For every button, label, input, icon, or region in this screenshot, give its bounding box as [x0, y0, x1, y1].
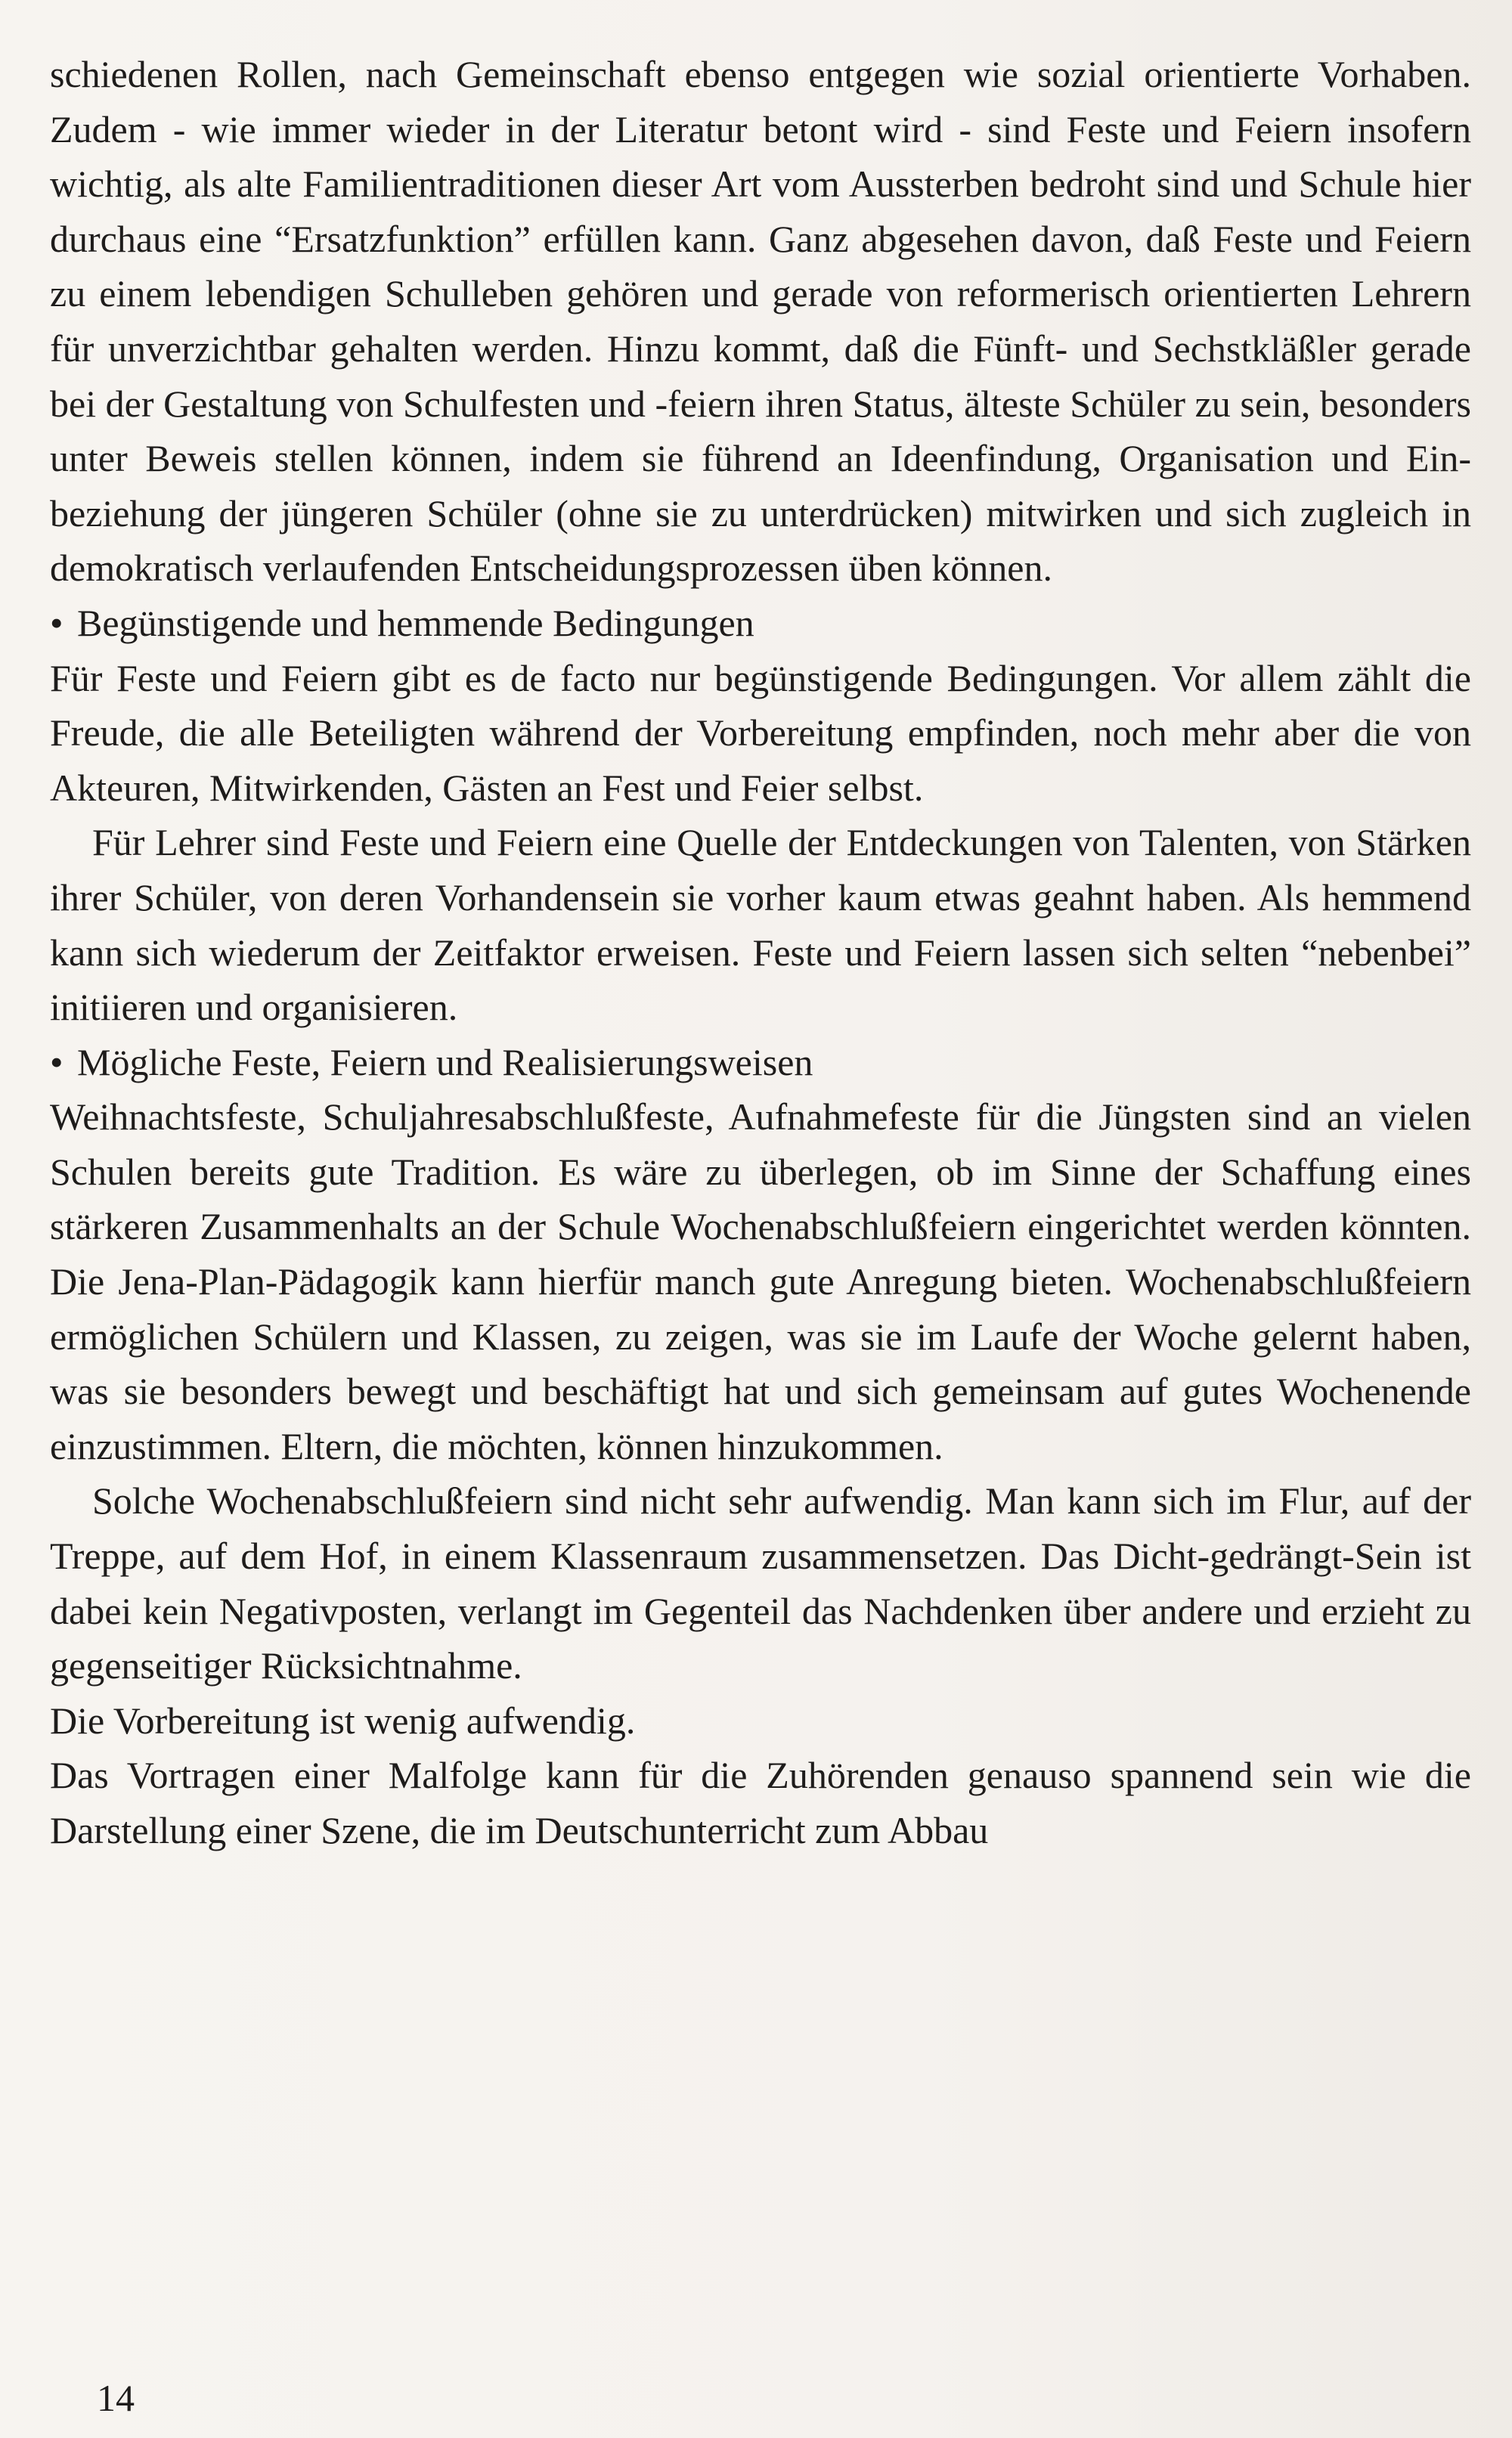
- paragraph-beguenstigende-bedingungen: Für Feste und Feiern gibt es de facto nur begünstigende Bedingungen. Vor allem zählt die Freude, die alle Beteiligten während der Vorbereitung empfinden, noch mehr aber die von Akteuren, Mitwirkenden, Gästen an Fest und Feier selbst.: [50, 656, 1471, 809]
- body-text: [50, 47, 1471, 1858]
- section-heading-moegliche-feste-text: Mögliche Feste, Feiern und Realisierungsweisen: [77, 1040, 813, 1083]
- bullet-icon: •: [50, 1040, 64, 1083]
- section-heading-bedingungen-text: Begünstigende und hemmende Bedingungen: [77, 601, 754, 644]
- section-heading-bedingungen: [50, 596, 1471, 651]
- page-number: 14: [97, 2377, 135, 2419]
- paragraph-vorbereitung: Die Vorbereitung ist wenig aufwendig.: [50, 1699, 636, 1742]
- section-heading-moegliche-feste: [50, 1035, 1471, 1090]
- paragraph-feste-intro: schiedenen Rollen, nach Gemeinschaft ebenso entgegen wie sozial orientierte Vorhaben. Zudem - wie immer wieder in der Literatur betont wird - sind Feste und Feiern insofern wichtig, als alte Familientraditionen dieser Art vom Aussterben bedroht sind und Schule hier durchaus eine “Ersatzfunktion” erfüllen kann. Ganz abgesehen davon, daß Feste und Feiern zu einem lebendigen Schulleben gehören und gerade von reformerisch orientierten Lehrern für unverzichtbar gehalten werden. Hinzu kommt, daß die Fünft- und Sechstkläßler gerade bei der Gestaltung von Schulfesten und -feiern ihren Status, älteste Schüler zu sein, besonders unter Beweis stellen können, indem sie führend an Ideenfindung, Organisation und Einbeziehung der jüngeren Schüler (ohne sie zu unterdrücken) mitwirken und sich zugleich in demokratisch verlaufenden Entscheidungsprozessen üben können.: [50, 53, 1471, 590]
- bullet-icon: •: [50, 601, 64, 644]
- paragraph-lehrer-talente: Für Lehrer sind Feste und Feiern eine Quelle der Entdeckungen von Talenten, von Stärken ihrer Schüler, von deren Vorhandensein sie vorher kaum etwas geahnt haben. Als hemmend kann sich wiederum der Zeitfaktor erweisen. Feste und Feiern lassen sich selten “nebenbei” initiieren und organisieren.: [50, 821, 1471, 1029]
- paragraph-weihnachtsfeste: Weihnachtsfeste, Schuljahresabschlußfeste, Aufnahmefeste für die Jüngsten sind an vielen Schulen bereits gute Tradition. Es wäre zu überlegen, ob im Sinne der Schaffung eines stärkeren Zusammenhalts an der Schule Wochenabschlußfeiern eingerichtet werden könnten. Die Jena-Plan-Pädagogik kann hierfür manch gute Anregung bieten. Wochenabschlußfeiern ermöglichen Schülern und Klassen, zu zeigen, was sie im Laufe der Woche gelernt haben, was sie besonders bewegt und beschäftigt hat und sich gemeinsam auf gutes Wochenende einzustimmen. Eltern, die möchten, können hinzukommen.: [50, 1095, 1471, 1467]
- paragraph-wochenabschlussfeiern: Solche Wochenabschlußfeiern sind nicht sehr aufwendig. Man kann sich im Flur, auf der Treppe, auf dem Hof, in einem Klassenraum zusammensetzen. Das Dicht-gedrängt-Sein ist dabei kein Negativposten, verlangt im Gegenteil das Nachdenken über andere und erzieht zu gegenseitiger Rücksichtnahme.: [50, 1479, 1471, 1687]
- paragraph-malfolge: Das Vortragen einer Malfolge kann für die Zuhörenden genauso spannend sein wie die Darstellung einer Szene, die im Deutschunterricht zum Abbau: [50, 1754, 1471, 1851]
